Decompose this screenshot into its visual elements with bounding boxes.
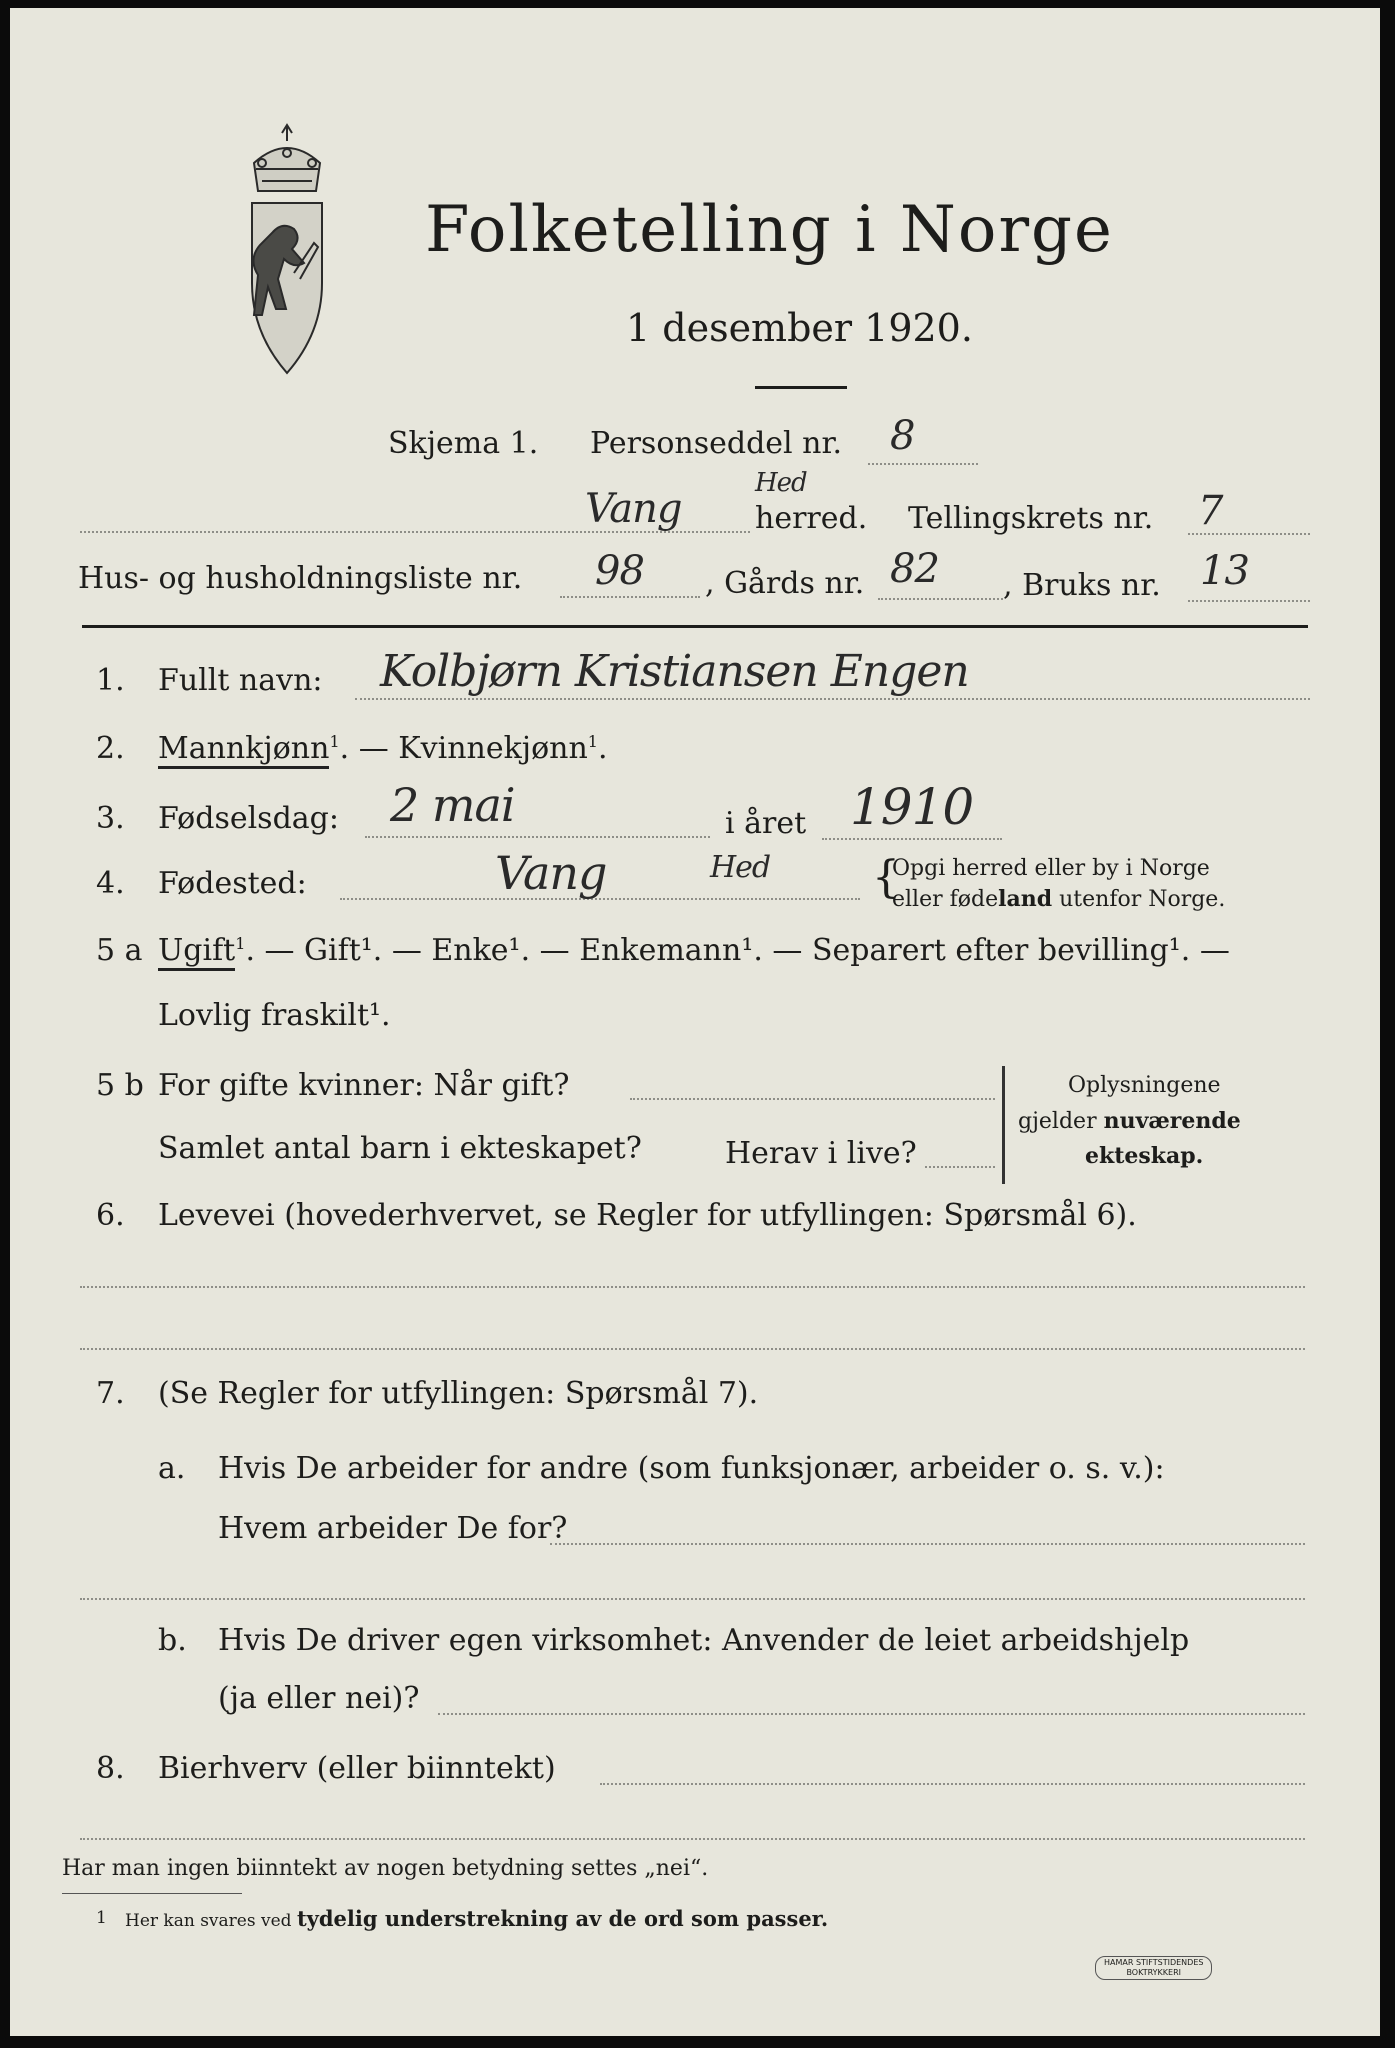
q5b-alive-dotted-line bbox=[925, 1166, 995, 1168]
q2-options: Mannkjønn$^1$. — Kvinnekjønn$^1$. bbox=[158, 731, 608, 766]
q7b-number: b. bbox=[158, 1623, 187, 1658]
q5a-line2: Lovlig fraskilt¹. bbox=[158, 998, 391, 1033]
q3-label: Fødselsdag: bbox=[158, 801, 339, 836]
title-divider bbox=[755, 386, 847, 389]
q5a-other-options: . — Gift¹. — Enke¹. — Enkemann¹. — Separert efter bevilling¹. — bbox=[245, 933, 1230, 968]
q7-label: (Se Regler for utfyllingen: Spørsmål 7). bbox=[158, 1376, 759, 1411]
q4-note-line2-b: land bbox=[998, 886, 1053, 912]
q8-dotted-line bbox=[600, 1783, 1305, 1785]
q1-dotted-line bbox=[355, 698, 1310, 700]
q8-number: 8. bbox=[96, 1751, 125, 1786]
q5b-note-line2-b: nuværende bbox=[1103, 1108, 1241, 1134]
footnote-text-a: Her kan svares ved bbox=[125, 1911, 297, 1931]
printer-stamp bbox=[1095, 1956, 1212, 1980]
herred-note: Hed bbox=[755, 468, 807, 498]
tellingskrets-label: Tellingskrets nr. bbox=[908, 501, 1154, 536]
q3-dotted-line bbox=[365, 836, 710, 838]
q7a-dotted-line-2 bbox=[80, 1598, 1305, 1600]
q3-birthday-value: 2 mai bbox=[390, 778, 515, 832]
q7a-number: a. bbox=[158, 1451, 186, 1486]
q4-birthplace-note: Hed bbox=[710, 850, 771, 885]
footnote-text-b: tydelig understrekning av de ord som passer. bbox=[296, 1906, 829, 1931]
q1-number: 1. bbox=[96, 663, 125, 698]
q8-dotted-line-2 bbox=[80, 1838, 1305, 1840]
herred-label: herred. bbox=[755, 501, 868, 536]
q7b-dotted-line bbox=[438, 1713, 1305, 1715]
header-divider bbox=[82, 625, 1308, 628]
coat-of-arms-icon bbox=[232, 123, 342, 383]
q4-note-line2-a: eller føde bbox=[892, 887, 999, 912]
census-form-page bbox=[10, 8, 1380, 2036]
q7-number: 7. bbox=[96, 1376, 125, 1411]
q5b-label: For gifte kvinner: Når gift? bbox=[158, 1068, 570, 1103]
q5b-alive-label: Herav i live? bbox=[725, 1136, 917, 1171]
q5b-note-line2-a: gjelder bbox=[1018, 1109, 1104, 1134]
q4-note-line2 bbox=[892, 886, 1225, 912]
q5b-note-line1: Oplysningene bbox=[1068, 1073, 1221, 1098]
q5a-number: 5 a bbox=[96, 933, 143, 968]
q5a-ugift-option: Ugift bbox=[158, 933, 235, 971]
q5b-note-line2 bbox=[1018, 1108, 1241, 1134]
herred-value: Vang bbox=[585, 486, 682, 532]
q2-separator: . — bbox=[339, 731, 399, 766]
q5b-note-line3: ekteskap. bbox=[1085, 1143, 1204, 1169]
personseddel-label: Personseddel nr. bbox=[590, 426, 843, 461]
printer-stamp-line2: BOKTRYKKERI bbox=[1126, 1968, 1181, 1977]
q8-label: Bierhverv (eller biinntekt) bbox=[158, 1751, 556, 1786]
gards-value: 82 bbox=[890, 546, 939, 592]
q2-male-option: Mannkjønn bbox=[158, 731, 329, 769]
q1-full-name: Kolbjørn Kristiansen Engen bbox=[380, 646, 969, 697]
q2-end: . bbox=[597, 731, 608, 766]
gards-dotted-line bbox=[878, 598, 1003, 600]
q4-label: Fødested: bbox=[158, 866, 307, 901]
household-list-label: Hus- og husholdningsliste nr. bbox=[78, 561, 523, 596]
q7a-line2: Hvem arbeider De for? bbox=[218, 1511, 568, 1546]
q6-label: Levevei (hovederhvervet, se Regler for utfyllingen: Spørsmål 6). bbox=[158, 1198, 1137, 1233]
q4-birthplace-value: Vang bbox=[495, 846, 607, 900]
form-title: Folketelling i Norge bbox=[425, 193, 1114, 267]
footnote-divider bbox=[62, 1893, 242, 1894]
footnote-number: 1 bbox=[96, 1908, 107, 1928]
q4-note-bracket: { bbox=[872, 852, 900, 903]
q5b-married-dotted-line bbox=[630, 1098, 995, 1100]
q2-female-option: Kvinnekjønn bbox=[398, 731, 588, 766]
q4-number: 4. bbox=[96, 866, 125, 901]
household-list-dotted-line bbox=[560, 596, 700, 598]
q2-number: 2. bbox=[96, 731, 125, 766]
q6-dotted-line-2 bbox=[80, 1348, 1305, 1350]
q3-year-value: 1910 bbox=[850, 778, 974, 836]
q5b-note-bracket bbox=[1002, 1066, 1005, 1184]
q4-note-line1: Opgi herred eller by i Norge bbox=[892, 856, 1210, 881]
household-list-value: 98 bbox=[595, 548, 644, 594]
q7b-line1: Hvis De driver egen virksomhet: Anvender de leiet arbeidshjelp bbox=[218, 1623, 1190, 1658]
q6-number: 6. bbox=[96, 1198, 125, 1233]
census-date: 1 desember 1920. bbox=[626, 306, 973, 350]
personseddel-dotted-line bbox=[868, 463, 978, 465]
q7a-dotted-line bbox=[550, 1543, 1305, 1545]
q5b-children-label: Samlet antal barn i ekteskapet? bbox=[158, 1131, 642, 1166]
q7b-line2: (ja eller nei)? bbox=[218, 1681, 420, 1716]
personseddel-value: 8 bbox=[890, 413, 915, 459]
footer-note: Har man ingen biinntekt av nogen betydning settes „nei“. bbox=[62, 1856, 709, 1881]
q7a-line1: Hvis De arbeider for andre (som funksjonær, arbeider o. s. v.): bbox=[218, 1451, 1165, 1486]
printer-stamp-line1: HAMAR STIFTSTIDENDES bbox=[1104, 1958, 1204, 1967]
skjema-label: Skjema 1. bbox=[388, 426, 539, 461]
q5a-options: Ugift$^1$. — Gift¹. — Enke¹. — Enkemann¹. — Separert efter bevilling¹. — bbox=[158, 933, 1230, 968]
tellingskrets-value: 7 bbox=[1198, 488, 1223, 534]
q3-year-label: i året bbox=[725, 806, 807, 841]
footnote-text bbox=[125, 1906, 828, 1931]
gards-label: , Gårds nr. bbox=[705, 566, 865, 601]
q3-year-dotted-line bbox=[822, 838, 1002, 840]
q4-note-line2-c: utenfor Norge. bbox=[1052, 887, 1226, 912]
q3-number: 3. bbox=[96, 801, 125, 836]
bruks-value: 13 bbox=[1200, 548, 1249, 594]
q1-label: Fullt navn: bbox=[158, 663, 323, 698]
q6-dotted-line-1 bbox=[80, 1286, 1305, 1288]
q5b-number: 5 b bbox=[96, 1068, 144, 1103]
bruks-dotted-line bbox=[1188, 600, 1310, 602]
bruks-label: , Bruks nr. bbox=[1003, 568, 1161, 603]
